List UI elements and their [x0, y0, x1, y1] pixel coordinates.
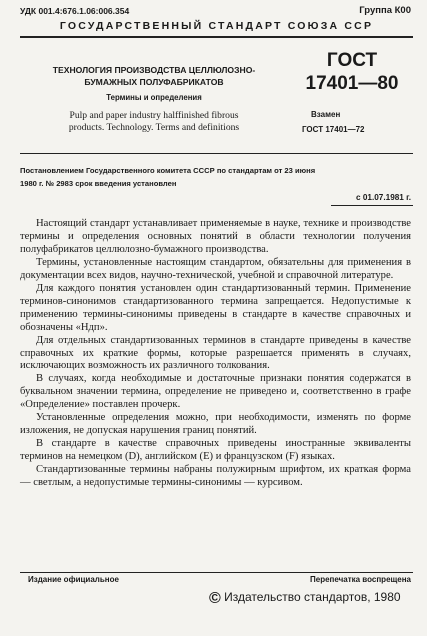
title-en-line1: Pulp and paper industry halffinished fibrous	[69, 110, 239, 121]
title-rule	[20, 153, 413, 154]
gost-number: 17401—80	[305, 73, 399, 94]
banner-rule	[20, 36, 413, 38]
title-ru-line2: БУМАЖНЫХ ПОЛУФАБРИКАТОВ	[84, 77, 224, 87]
decree-line2: 1980 г. № 2983 срок введения установлен	[20, 179, 177, 188]
title-en-line2: products. Technology. Terms and definitions	[68, 122, 240, 133]
reprint-notice: Перепечатка воспрещена	[310, 575, 411, 584]
publisher-line	[209, 590, 401, 608]
udk-code: УДК 001.4:676.1.06:006.354	[20, 6, 130, 16]
standard-banner: ГОСУДАРСТВЕННЫЙ СТАНДАРТ СОЮЗА ССР	[59, 20, 374, 32]
effective-date: с 01.07.1981 г.	[356, 193, 411, 202]
paragraph: В случаях, когда необходимые и достаточные признаки понятия содержатся в буквальном значении термина, определение не приведено и, соответственно в графе «Определение» поставлен прочерк.	[20, 373, 411, 411]
title-ru	[20, 64, 288, 88]
subtitle-ru: Термины и определения	[106, 93, 202, 102]
paragraph: В стандарте в качестве справочных приведены иностранные эквиваленты терминов на немецком (D), английском (E) и французском (F) языках.	[20, 438, 411, 463]
title-en	[20, 110, 288, 134]
publisher-name: Издательство стандартов, 1980	[224, 590, 401, 604]
official-edition: Издание официальное	[28, 575, 119, 584]
effective-underline	[331, 205, 413, 206]
paragraph: Для отдельных стандартизованных терминов в стандарте приведены в качестве справочных их краткие формы, которые разрешается применять в случаях, исключающих возможность их различного толкования.	[20, 334, 411, 372]
paragraph: Для каждого понятия установлен один стандартизованный термин. Применение терминов-синонимов стандартизованного термина запрещается. Недопустимые к применению термины-синонимы приведены в стандарте в качестве справочных и обозначены «Ндп».	[20, 282, 411, 333]
copyright-icon: ©	[209, 590, 221, 607]
paragraph: Установленные определения можно, при необходимости, изменять по форме изложения, не допуская нарушения границ понятий.	[20, 412, 411, 437]
gost-label: ГОСТ	[326, 50, 378, 71]
group-code: Группа К00	[359, 5, 411, 16]
paragraph: Термины, установленные настоящим стандартом, обязательны для применения в документации всех видов, научно-технической, учебной и справочной литературе.	[20, 256, 411, 281]
decree-text	[20, 164, 413, 190]
footer-rule	[20, 572, 413, 573]
replaces-value: ГОСТ 17401—72	[302, 125, 365, 134]
replaces-label: Взамен	[311, 110, 341, 119]
paragraph: Стандартизованные термины набраны полужирным шрифтом, их краткая форма — светлым, а недопустимые термины-синонимы — курсивом.	[20, 464, 411, 489]
body-text	[20, 218, 411, 490]
paragraph: Настоящий стандарт устанавливает применяемые в науке, технике и производстве термины и определения основных понятий в области технологии получения полуфабрикатов целлюлозно-бумажного производства.	[20, 218, 411, 255]
decree-line1: Постановлением Государственного комитета СССР по стандартам от 23 июня	[20, 166, 316, 175]
title-ru-line1: ТЕХНОЛОГИЯ ПРОИЗВОДСТВА ЦЕЛЛЮЛОЗНО-	[52, 65, 256, 75]
